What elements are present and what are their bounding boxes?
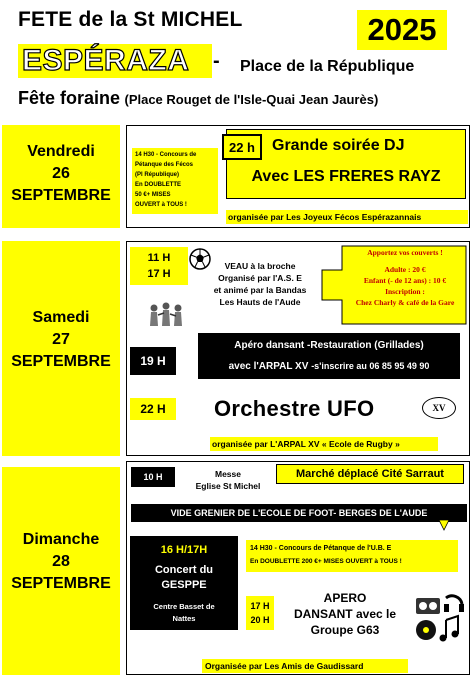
sunday-concert-line1: Concert du	[154, 564, 214, 576]
sunday-apero-line1: APERO	[323, 591, 367, 605]
sunday-messe-line2: Eglise St Michel	[195, 481, 261, 491]
sunday-concert-line2: GESPPE	[161, 579, 207, 591]
sunday-petanque-line2: En DOUBLETTE 200 €+ MISES OUVERT à TOUS !	[250, 558, 402, 565]
sunday-messe-line1: Messe	[215, 469, 241, 479]
friday-dj-time: 22 h	[222, 134, 262, 160]
saturday-month: SEPTEMBRE	[11, 353, 111, 370]
poster-title: FETE de la St MICHEL	[18, 8, 243, 31]
saturday-apero-line2-main: avec l'ARPAL XV	[228, 361, 309, 372]
sunday-apero-line2: DANSANT avec le	[293, 607, 397, 621]
sunday-apero-time-box	[246, 596, 274, 630]
sunday-market: Marché déplacé Cité Sarraut	[276, 464, 464, 484]
sunday-date: 28	[52, 553, 70, 570]
saturday-apero-line2-extra: -s'inscrire au 06 85 95 49 90	[311, 361, 430, 371]
saturday-arrow-line: Adulte : 20 €	[384, 265, 426, 274]
saturday-time-box	[130, 247, 188, 285]
saturday-day: Samedi	[32, 309, 90, 326]
sunday-apero-time1: 17 H	[250, 601, 270, 611]
friday-petanque-line: OUVERT à TOUS !	[135, 202, 187, 208]
saturday-date-box	[2, 241, 120, 456]
saturday-veau-line: Organisé par l'A.S. E	[218, 273, 302, 283]
friday-organizer: organisée par Les Joyeux Fécos Espérazannais	[226, 210, 468, 224]
saturday-apero-line1: Apéro dansant -Restauration (Grillades)	[234, 340, 424, 351]
sunday-messe-time: 10 H	[131, 467, 175, 487]
sunday-apero	[280, 590, 410, 638]
saturday-veau-line: VEAU à la broche	[224, 261, 296, 271]
sunday-date-box	[2, 467, 120, 675]
town-name: ESPÉRAZA	[18, 44, 212, 78]
saturday-apero-box	[198, 333, 460, 379]
saturday-organizer: organisée par L'ARPAL XV « Ecole de Rugby »	[210, 437, 438, 451]
sunday-messe	[188, 468, 268, 492]
sunday-apero-time2: 20 H	[250, 615, 270, 625]
sunday-concert-time: 16 H/17H	[160, 544, 208, 556]
friday-petanque-line: 14 H30 - Concours de	[135, 152, 197, 158]
saturday-arrow-line: Inscription :	[385, 287, 425, 296]
place-name: Place de la République	[240, 58, 415, 75]
saturday-time2: 17 H	[147, 268, 171, 280]
saturday-veau	[196, 260, 324, 308]
year-badge: 2025	[357, 10, 447, 50]
friday-month: SEPTEMBRE	[11, 187, 111, 204]
friday-date: 26	[52, 165, 70, 182]
saturday-date: 27	[52, 331, 70, 348]
music-gear-illustration	[412, 594, 466, 644]
friday-petanque-line: En DOUBLETTE	[135, 182, 181, 188]
cursor-arrow-icon	[437, 518, 451, 534]
sunday-month: SEPTEMBRE	[11, 575, 111, 592]
friday-petanque-line: 50 €+ MISES	[135, 192, 171, 198]
sunday-petanque	[246, 540, 458, 572]
friday-date-box	[2, 125, 120, 228]
saturday-time1: 11 H	[147, 252, 171, 264]
sunday-day: Dimanche	[22, 531, 100, 548]
sunday-apero-line3: Groupe G63	[310, 623, 380, 637]
friday-day: Vendredi	[27, 143, 95, 160]
friday-dj-line2: Avec LES FRERES RAYZ	[251, 168, 441, 185]
sunday-organizer: Organisée par Les Amis de Gaudissard	[202, 659, 408, 673]
fair-line	[18, 88, 378, 109]
saturday-veau-line: et animé par la Bandas	[213, 285, 307, 295]
saturday-arrow-line: Enfant (- de 12 ans) : 10 €	[363, 276, 447, 285]
saturday-arrow-line: Chez Charly & café de la Gare	[355, 298, 455, 307]
town-dash: -	[213, 50, 220, 72]
saturday-orchestra: Orchestre UFO	[214, 396, 375, 421]
saturday-orch-time: 22 H	[130, 398, 176, 420]
sunday-vide-grenier: VIDE GRENIER DE L'ECOLE DE FOOT- BERGES DE L'AUDE	[131, 504, 467, 522]
sunday-concert-box	[130, 536, 238, 630]
friday-petanque	[132, 148, 218, 214]
saturday-apero-time: 19 H	[130, 347, 176, 375]
musicians-illustration	[146, 300, 188, 330]
fair-label: Fête foraine	[18, 88, 121, 108]
friday-petanque-line: Pétanque des Fécos	[135, 162, 194, 168]
sunday-petanque-line1: 14 H30 - Concours de Pétanque de l'U.B. E	[250, 545, 392, 552]
fair-location: (Place Rouget de l'Isle-Quai Jean Jaurès)	[124, 92, 379, 107]
saturday-veau-line: Les Hauts de l'Aude	[219, 297, 301, 307]
rugby-logo-text: XV	[432, 403, 446, 413]
friday-dj-line1: Grande soirée DJ	[272, 137, 405, 154]
saturday-arrow-text	[344, 247, 466, 308]
sunday-concert-line3: Centre Basset de	[153, 602, 215, 611]
sunday-concert-line4: Nattes	[172, 614, 196, 623]
saturday-arrow-line: Apportez vos couverts !	[367, 248, 443, 257]
saturday-apero-line2	[198, 358, 460, 375]
rugby-logo	[422, 397, 456, 419]
friday-petanque-line: (Pl République)	[135, 172, 179, 178]
